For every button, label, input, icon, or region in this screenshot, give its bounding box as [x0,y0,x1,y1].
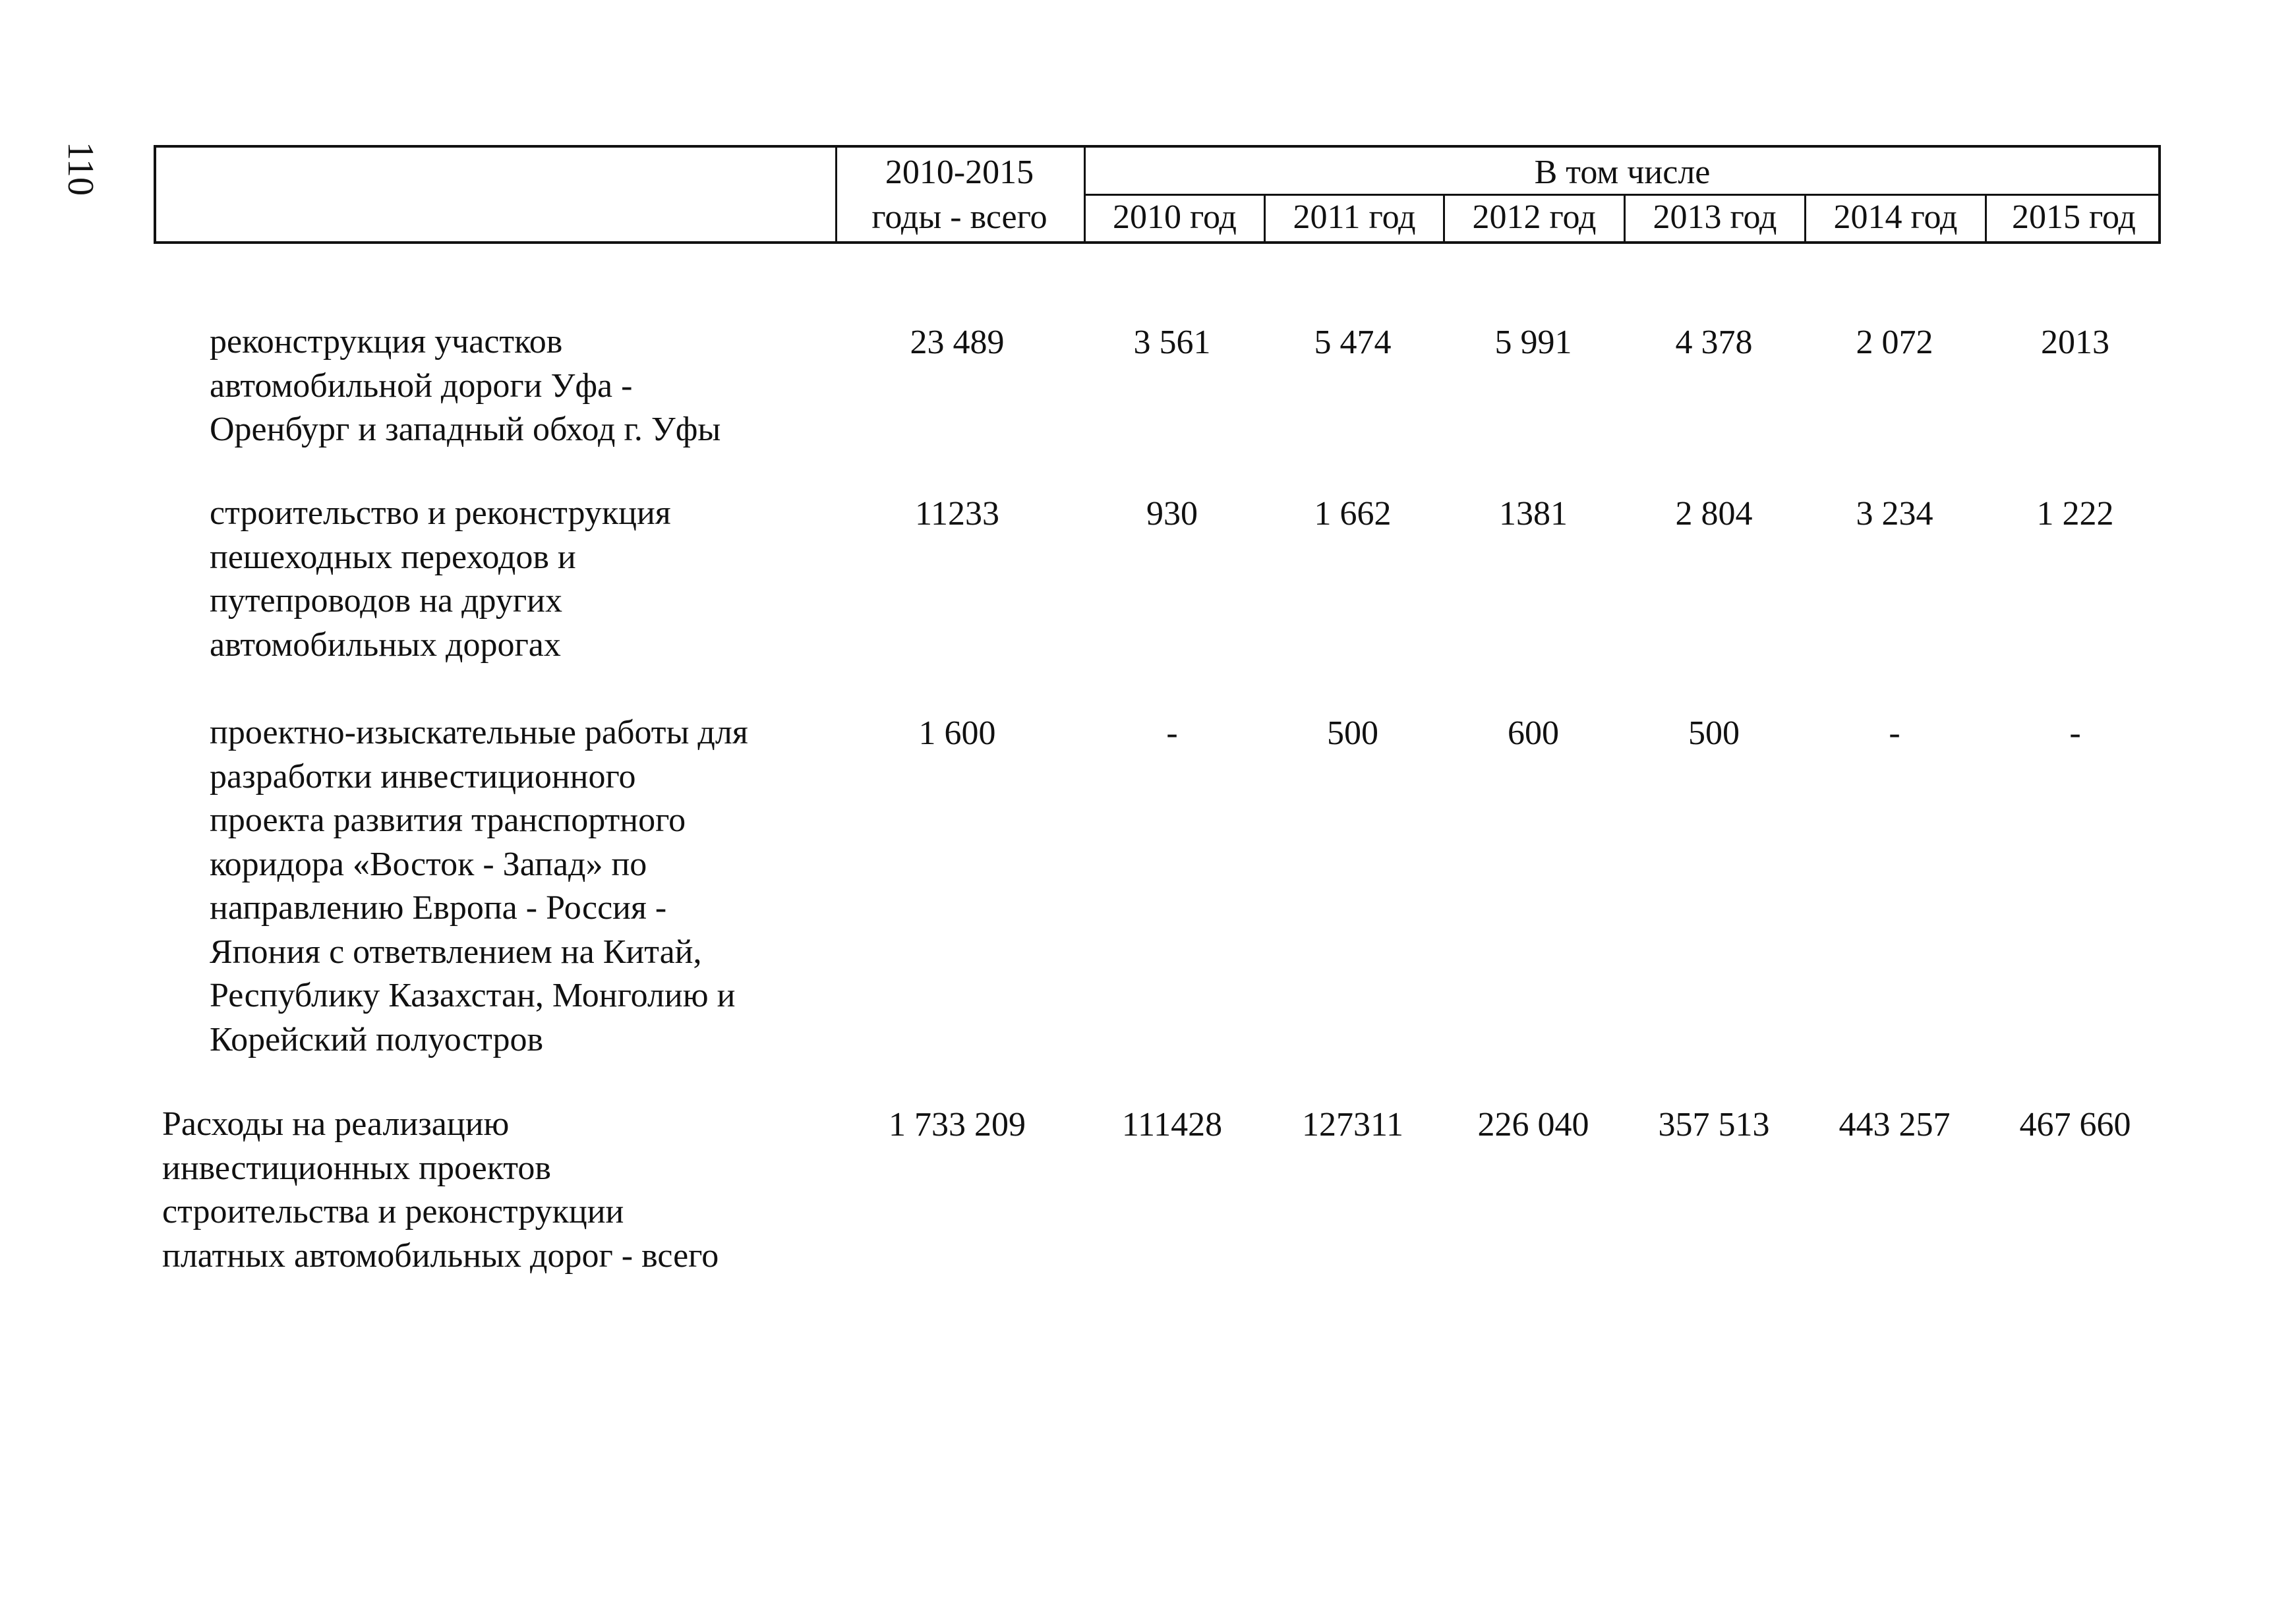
header-year-2014: 2014 год [1833,198,1958,236]
row-label-line: Япония с ответвлением на Китай, [210,933,702,971]
row-label-line: направлению Европа - Россия - [210,889,667,927]
row-label-line: Расходы на реализацию [162,1105,510,1143]
row-label-line: строительства и реконструкции [162,1193,624,1230]
row-value-2012: 600 [1508,714,1559,752]
row-total: 11233 [914,495,1000,533]
row-value-2011: 500 [1327,714,1378,752]
row-label-line: инвестиционных проектов [162,1149,551,1187]
row-label-line: платных автомобильных дорог - всего [162,1236,719,1275]
row-value-2011: 1 662 [1314,495,1392,533]
row-label-line: коридора «Восток - Запад» по [210,845,647,883]
row-label-line: реконструкция участков [210,323,563,361]
row-label-line: автомобильных дорогах [210,625,561,664]
row-value-2013: 4 378 [1675,324,1753,361]
row-value-2012: 5 991 [1494,324,1572,361]
row-value-2012: 226 040 [1477,1106,1589,1143]
row-value-2013: 2 804 [1675,495,1753,533]
row-label-line: пешеходных переходов и [210,538,576,576]
header-group-label: В том числе [1534,154,1711,191]
row-label-line: разработки инвестиционного [210,757,636,796]
header-year-2012: 2012 год [1472,198,1597,236]
row-value-2014: 3 234 [1856,495,1933,533]
header-total-line2: годы - всего [871,198,1047,236]
row-value-2012: 1381 [1499,495,1568,533]
header-year-2015: 2015 год [2012,198,2136,236]
row-value-2014: - [1889,714,1900,752]
row-total: 1 733 209 [889,1106,1026,1143]
row-label [210,711,748,1062]
row-value-2011: 127311 [1301,1106,1404,1143]
row-label [210,320,721,452]
row-value-2010: 930 [1146,495,1198,533]
row-label-line: проекта развития транспортного [210,801,686,839]
table-header [154,145,2161,244]
row-value-2015: 1 222 [2036,495,2114,533]
header-subdivider [1084,194,2161,196]
row-value-2015: 2013 [2041,324,2109,361]
row-value-2010: - [1166,714,1178,752]
row-label-line: Корейский полуостров [210,1020,544,1058]
row-label-line: путепроводов на других [210,582,563,620]
header-year-2013: 2013 год [1653,198,1777,236]
row-total: 1 600 [918,714,996,752]
row-value-2010: 111428 [1121,1106,1223,1143]
row-value-2011: 5 474 [1314,324,1392,361]
header-total-line1: 2010-2015 [885,154,1034,191]
row-label-line: Республику Казахстан, Монголию и [210,977,736,1014]
row-value-2015: 467 660 [2019,1106,2131,1143]
row-value-2013: 500 [1688,714,1740,752]
header-year-2011: 2011 год [1293,198,1416,236]
row-value-2015: - [2069,714,2081,752]
row-value-2013: 357 513 [1658,1106,1770,1143]
row-total: 23 489 [910,324,1005,361]
row-label-line: проектно-изыскательные работы для [210,714,748,751]
row-value-2014: 2 072 [1856,324,1933,361]
row-label-line: Оренбург и западный обход г. Уфы [210,411,721,448]
row-value-2010: 3 561 [1133,324,1211,361]
row-value-2014: 443 257 [1839,1106,1951,1143]
header-year-2010: 2010 год [1113,198,1237,236]
row-label [162,1103,719,1278]
row-label-line: автомобильной дороги Уфа - [210,366,633,405]
row-label [210,492,671,667]
page-number: 110 [60,142,101,196]
row-label-line: строительство и реконструкция [210,494,671,532]
